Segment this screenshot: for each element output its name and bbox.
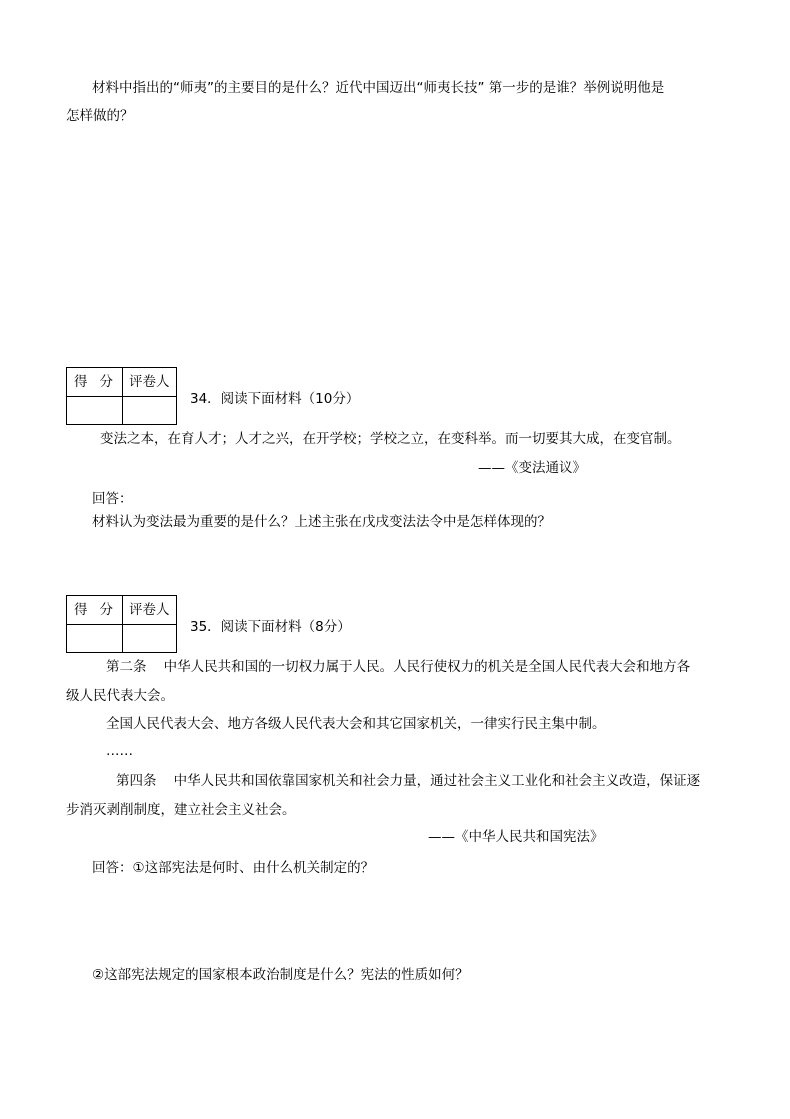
score-table-35 [66, 595, 177, 653]
q35-question2: ②这部宪法规定的国家根本政治制度是什么？宪法的性质如何？ [92, 967, 469, 983]
q35-article2-line1: 第二条 中华人民共和国的一切权力属于人民。人民行使权力的机关是全国人民代表大会和地方各 [106, 659, 691, 675]
q35-source: ——《中华人民共和国宪法》 [428, 829, 604, 845]
q35-article2-line3: 全国人民代表大会、地方各级人民代表大会和其它国家机关，一律实行民主集中制。 [106, 716, 606, 732]
q34-answer-label: 回答： [92, 491, 133, 507]
score-label: 得分 [74, 602, 125, 618]
q34-heading: 34．阅读下面材料（10分） [190, 391, 360, 407]
q35-heading: 35．阅读下面材料（8分） [190, 619, 351, 635]
q35-article4-line1: 第四条 中华人民共和国依靠国家机关和社会力量，通过社会主义工业化和社会主义改造，保证逐 [116, 773, 701, 789]
q33-question-line2: 怎样做的？ [66, 108, 134, 124]
q34-question: 材料认为变法最为重要的是什么？上述主张在戊戌变法法令中是怎样体现的？ [92, 514, 551, 530]
q33-question-line1: 材料中指出的“师夷”的主要目的是什么？近代中国迈出“师夷长技” 第一步的是谁？举例说明他是 [92, 80, 665, 96]
grader-label: 评卷人 [129, 374, 170, 390]
q35-question1: 回答：①这部宪法是何时、由什么机关制定的？ [92, 860, 375, 876]
q35-article4-line2: 步消灭剥削制度，建立社会主义社会。 [66, 802, 296, 818]
grader-label: 评卷人 [129, 602, 170, 618]
q35-ellipsis: …… [106, 743, 133, 759]
score-label: 得分 [74, 374, 125, 390]
score-table-34 [66, 367, 177, 425]
q34-source: ——《变法通议》 [478, 460, 586, 476]
q35-article2-line2: 级人民代表大会。 [66, 688, 174, 704]
q34-quote: 变法之本，在育人才；人才之兴，在开学校；学校之立，在变科举。而一切要其大成，在变官制。 [100, 431, 681, 447]
